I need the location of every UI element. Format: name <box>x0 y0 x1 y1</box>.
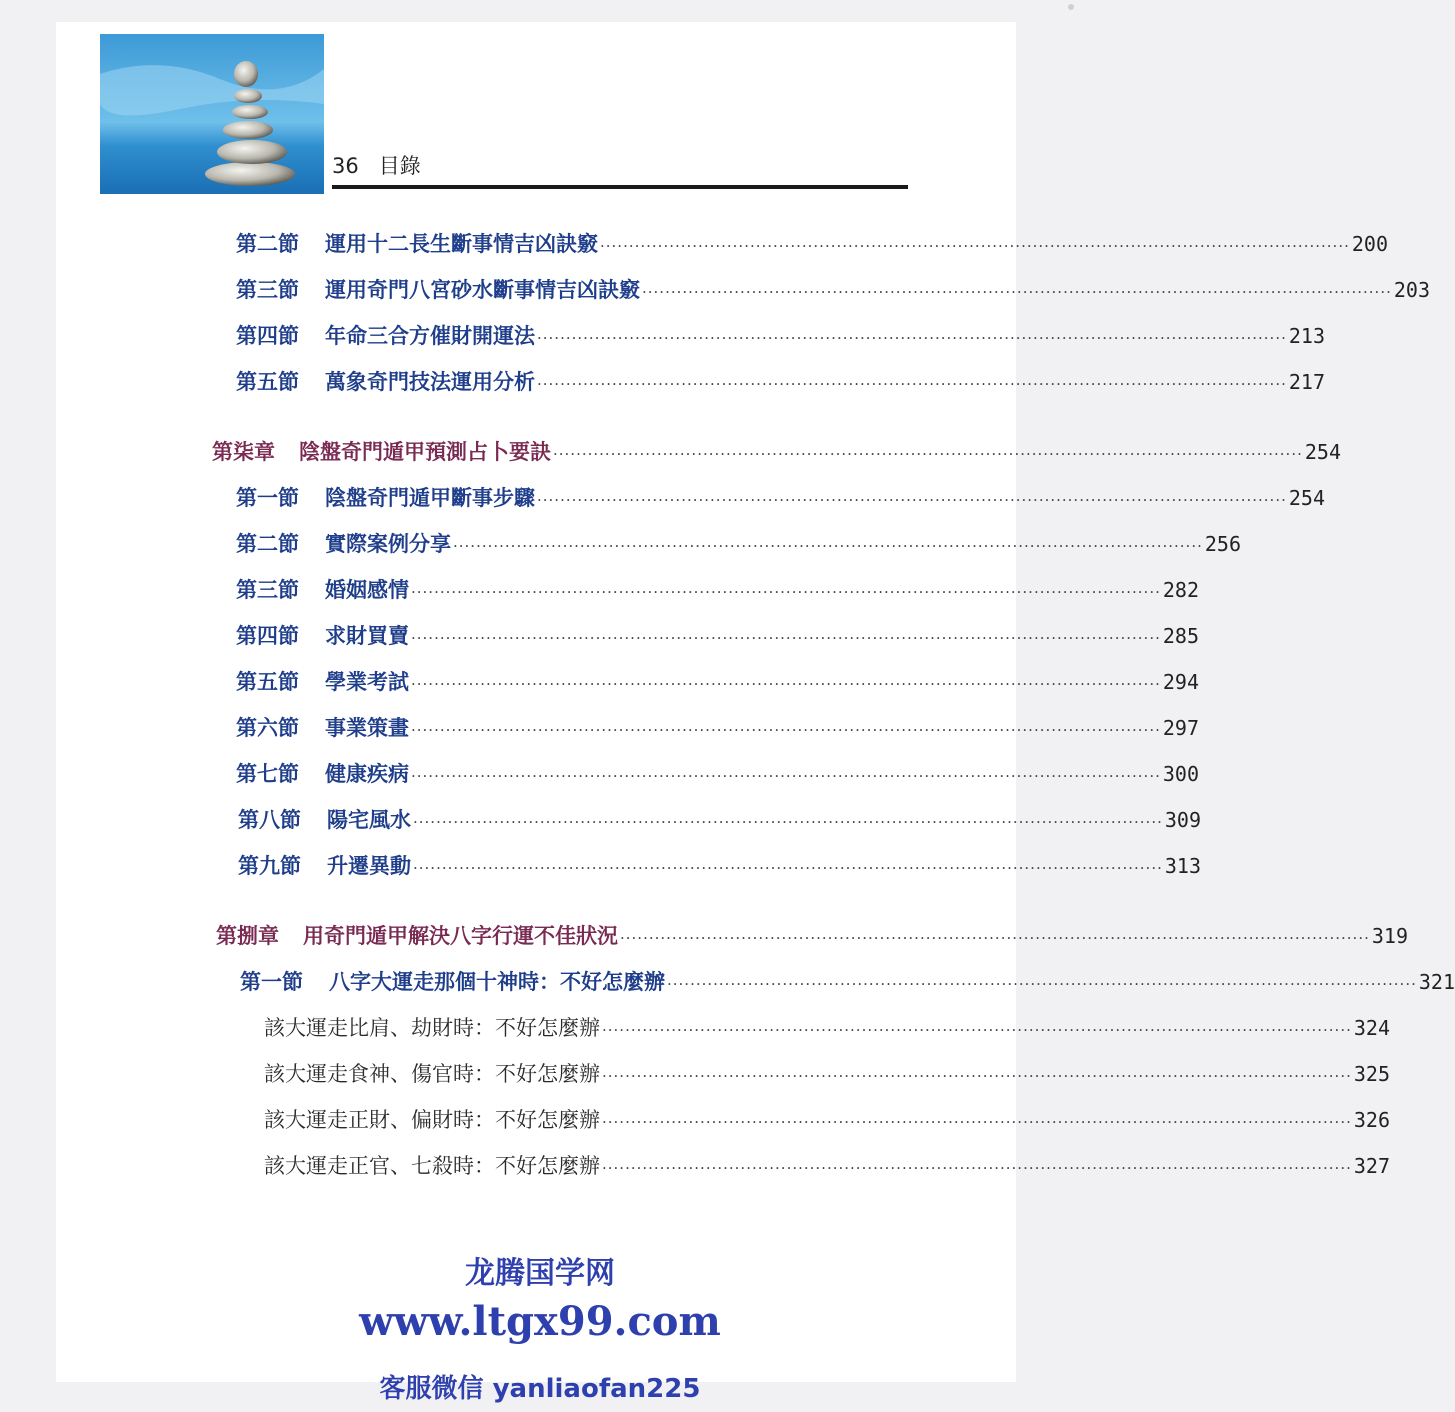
toc-page-number: 203 <box>1393 278 1430 302</box>
watermark-contact: 客服微信 yanliaofan225 <box>379 1374 701 1404</box>
toc-entry-row <box>236 228 1388 258</box>
page-title: 目錄 <box>378 154 421 178</box>
toc-leader-dots: ·································································································································· <box>537 375 1287 393</box>
toc-entry-row <box>236 574 1199 604</box>
toc-page-number: 309 <box>1164 808 1201 832</box>
toc-entry-row <box>264 1104 1390 1134</box>
toc-leader-dots: ·································································································································· <box>667 975 1417 993</box>
toc-page-number: 326 <box>1353 1108 1390 1132</box>
toc-entry-row <box>238 850 1201 880</box>
toc-entry-label: 第三節 <box>236 277 299 302</box>
toc-entry-label: 第柒章 <box>212 439 275 464</box>
toc-entry-title: 運用十二長生斷事情吉凶訣竅 <box>325 231 598 256</box>
toc-page-number: 300 <box>1162 762 1199 786</box>
toc-entry-title: 升遷異動 <box>327 853 411 878</box>
toc-entry-label: 第四節 <box>236 623 299 648</box>
toc-page-number: 285 <box>1162 624 1199 648</box>
toc-entry-row <box>236 620 1199 650</box>
toc-entry-row <box>236 666 1199 696</box>
toc-page-number: 217 <box>1288 370 1325 394</box>
toc-entry-title: 八字大運走那個十神時：不好怎麼辦 <box>329 969 665 994</box>
toc-entry-row <box>236 320 1325 350</box>
toc-entry-row <box>240 966 1455 996</box>
toc-leader-dots: ·································································································································· <box>602 1021 1352 1039</box>
toc-entry-label: 第捌章 <box>216 923 279 948</box>
toc-entry-label: 第七節 <box>236 761 299 786</box>
toc-entry-title: 年命三合方催財開運法 <box>325 323 535 348</box>
toc-leader-dots: ·································································································································· <box>602 1113 1352 1131</box>
page-number: 36 <box>332 154 359 178</box>
toc-entry-row <box>264 1012 1390 1042</box>
header-rule <box>332 185 908 189</box>
toc-leader-dots: ·································································································································· <box>411 767 1161 785</box>
toc-page-number: 282 <box>1162 578 1199 602</box>
toc-page-number: 321 <box>1418 970 1455 994</box>
toc-page-number: 213 <box>1288 324 1325 348</box>
toc-entry-title: 運用奇門八宮砂水斷事情吉凶訣竅 <box>325 277 640 302</box>
toc-entry-title: 該大運走正官、七殺時：不好怎麼辦 <box>264 1154 600 1178</box>
watermark-site-name: 龙腾国学网 <box>465 1256 615 1291</box>
toc-entry-label: 第六節 <box>236 715 299 740</box>
toc-entry-label: 第九節 <box>238 853 301 878</box>
toc-entry-label: 第二節 <box>236 531 299 556</box>
toc-leader-dots: ·································································································································· <box>411 629 1161 647</box>
toc-leader-dots: ·································································································································· <box>411 721 1161 739</box>
toc-entry-row <box>264 1150 1390 1180</box>
toc-entry-row <box>236 366 1325 396</box>
toc-entry-title: 婚姻感情 <box>325 577 409 602</box>
toc-page-number: 254 <box>1288 486 1325 510</box>
toc-entry-row <box>236 712 1199 742</box>
toc-entry-title: 陽宅風水 <box>327 807 411 832</box>
toc-entry-label: 第一節 <box>236 485 299 510</box>
toc-entry-title: 學業考試 <box>325 669 409 694</box>
toc-entry-title: 該大運走比肩、劫財時：不好怎麼辦 <box>264 1016 600 1040</box>
toc-leader-dots: ·································································································································· <box>537 491 1287 509</box>
toc-leader-dots: ·································································································································· <box>413 813 1163 831</box>
toc-entry-title: 用奇門遁甲解決八字行運不佳狀況 <box>303 923 618 948</box>
toc-page-number: 319 <box>1371 924 1408 948</box>
watermark-url: www.ltgx99.com <box>359 1298 721 1345</box>
toc-leader-dots: ·································································································································· <box>602 1067 1352 1085</box>
toc-entry-label: 第四節 <box>236 323 299 348</box>
toc-leader-dots: ·································································································································· <box>411 675 1161 693</box>
toc-entry-row <box>236 482 1325 512</box>
page-header <box>332 150 421 180</box>
toc-leader-dots: ·································································································································· <box>413 859 1163 877</box>
document-page <box>56 22 1455 1382</box>
toc-entry-row <box>236 274 1430 304</box>
toc-entry-title: 事業策畫 <box>325 715 409 740</box>
toc-page-number: 294 <box>1162 670 1199 694</box>
toc-leader-dots: ·································································································································· <box>453 537 1203 555</box>
toc-leader-dots: ·································································································································· <box>600 237 1350 255</box>
toc-entry-title: 求財買賣 <box>325 623 409 648</box>
toc-page-number: 325 <box>1353 1062 1390 1086</box>
toc-entry-row <box>238 804 1201 834</box>
toc-page-number: 324 <box>1353 1016 1390 1040</box>
toc-entry-title: 該大運走正財、偏財時：不好怎麼辦 <box>264 1108 600 1132</box>
scrollbar-thumb[interactable] <box>1068 4 1074 10</box>
toc-entry-label: 第八節 <box>238 807 301 832</box>
toc-entry-label: 第二節 <box>236 231 299 256</box>
toc-entry-row <box>236 758 1199 788</box>
toc-chapter-row <box>212 436 1341 466</box>
toc-entry-row <box>236 528 1241 558</box>
toc-entry-label: 第五節 <box>236 369 299 394</box>
toc-chapter-row <box>216 920 1408 950</box>
toc-leader-dots: ·································································································································· <box>602 1159 1352 1177</box>
toc-entry-title: 實際案例分享 <box>325 531 451 556</box>
toc-entry-title: 萬象奇門技法運用分析 <box>325 369 535 394</box>
toc-entry-label: 第三節 <box>236 577 299 602</box>
toc-entry-label: 第五節 <box>236 669 299 694</box>
toc-leader-dots: ·································································································································· <box>411 583 1161 601</box>
toc-leader-dots: ·································································································································· <box>620 929 1370 947</box>
header-banner-image <box>100 34 324 194</box>
toc-leader-dots: ·································································································································· <box>537 329 1287 347</box>
toc-entry-title: 陰盤奇門遁甲斷事步驟 <box>325 485 535 510</box>
toc-entry-title: 健康疾病 <box>325 761 409 786</box>
toc-entry-label: 第一節 <box>240 969 303 994</box>
toc-page-number: 327 <box>1353 1154 1390 1178</box>
toc-entry-title: 陰盤奇門遁甲預測占卜要訣 <box>299 439 551 464</box>
toc-entry-title: 該大運走食神、傷官時：不好怎麼辦 <box>264 1062 600 1086</box>
toc-entry-row <box>264 1058 1390 1088</box>
toc-leader-dots: ·································································································································· <box>553 445 1303 463</box>
toc-page-number: 297 <box>1162 716 1199 740</box>
toc-page-number: 254 <box>1304 440 1341 464</box>
toc-leader-dots: ·································································································································· <box>642 283 1392 301</box>
toc-page-number: 313 <box>1164 854 1201 878</box>
toc-page-number: 200 <box>1351 232 1388 256</box>
toc-page-number: 256 <box>1204 532 1241 556</box>
